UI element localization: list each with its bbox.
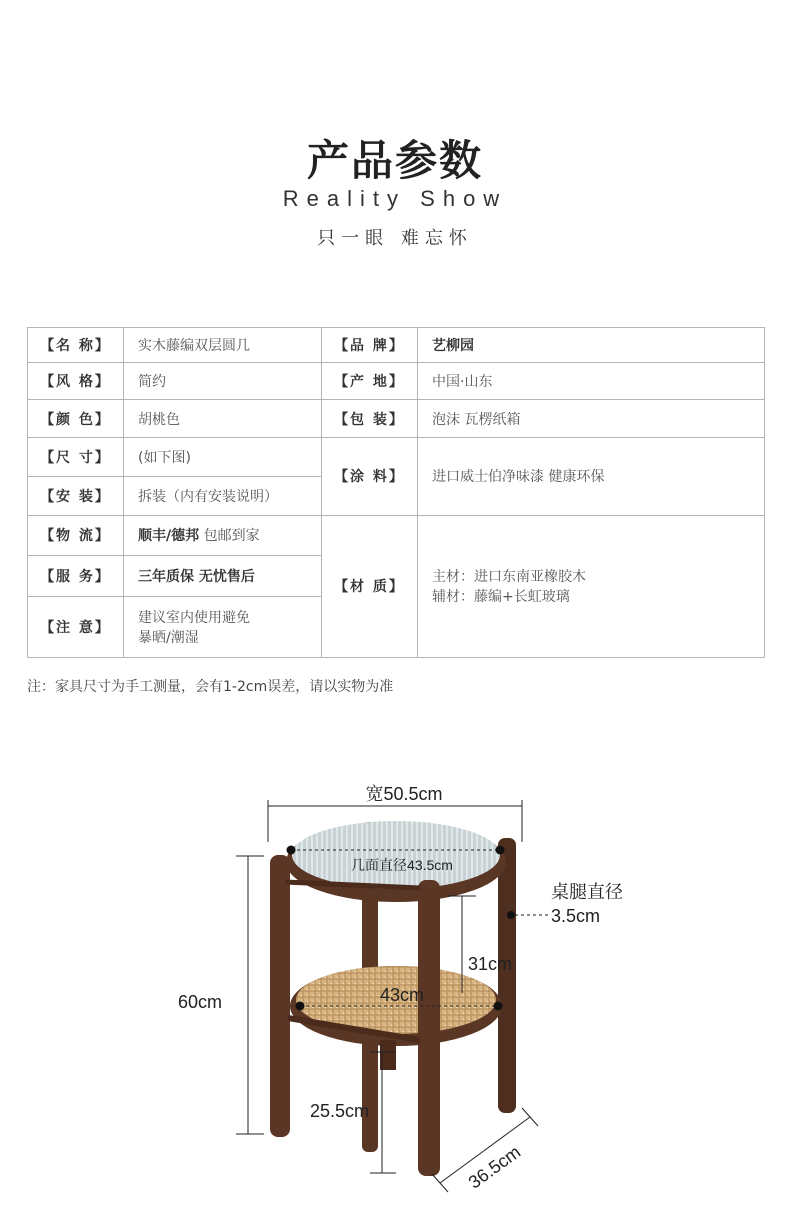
brand-label: 【品 牌】 <box>322 328 418 363</box>
leg-diameter-label: 桌腿直径 <box>551 882 623 902</box>
front-leg-center <box>418 880 440 1176</box>
service-value: 三年质保 无忧售后 <box>124 555 322 596</box>
notice-value <box>124 596 322 657</box>
brand-value: 艺柳园 <box>418 328 765 363</box>
spec-row <box>28 328 765 363</box>
logistics-rest: 包邮到家 <box>199 528 260 545</box>
coating-label: 【涂 料】 <box>322 438 418 515</box>
material-main: 主材：进口东南亚橡胶木 <box>432 569 586 586</box>
name-label: 【名 称】 <box>28 328 124 363</box>
page-subtitle: Reality Show <box>282 186 508 211</box>
front-leg-left <box>270 855 290 1137</box>
shelf-gap-label: 31cm <box>468 954 513 974</box>
package-value: 泡沫 瓦楞纸箱 <box>418 400 765 438</box>
logistics-carrier: 顺丰/德邦 <box>138 528 200 545</box>
notice-line2: 暴晒/潮湿 <box>138 629 199 646</box>
notice-line1: 建议室内使用避免 <box>138 609 250 626</box>
install-value: 拆装（内有安装说明） <box>124 477 322 515</box>
package-label: 【包 装】 <box>322 400 418 438</box>
material-aux: 辅材：藤编+长虹玻璃 <box>432 589 570 606</box>
table-dimension-diagram <box>0 760 790 1229</box>
spec-table <box>27 327 765 658</box>
size-label: 【尺 寸】 <box>28 438 124 477</box>
spec-row <box>28 515 765 555</box>
back-leg-right <box>498 838 516 1113</box>
service-label: 【服 务】 <box>28 555 124 596</box>
logistics-label: 【物 流】 <box>28 515 124 555</box>
spec-row <box>28 400 765 438</box>
notice-label: 【注 意】 <box>28 596 124 657</box>
color-label: 【颜 色】 <box>28 400 124 438</box>
measurement-note: 注：家具尺寸为手工测量，会有1-2cm误差，请以实物为准 <box>27 679 394 695</box>
page-title: 产品参数 <box>306 136 483 185</box>
material-label: 【材 质】 <box>322 515 418 657</box>
style-value: 简约 <box>124 363 322 400</box>
install-label: 【安 装】 <box>28 477 124 515</box>
tabletop-glass <box>292 821 500 889</box>
width-label: 宽50.5cm <box>365 784 443 804</box>
style-label: 【风 格】 <box>28 363 124 400</box>
spec-row <box>28 363 765 400</box>
height-label: 60cm <box>178 992 223 1012</box>
color-value: 胡桃色 <box>124 400 322 438</box>
coating-value: 进口威士伯净味漆 健康环保 <box>418 438 765 515</box>
spec-row <box>28 438 765 477</box>
size-value: (如下图) <box>124 438 322 477</box>
page-tagline: 只一眼 难忘怀 <box>317 228 473 249</box>
top-diameter-label: 几面直径43.5cm <box>351 857 453 873</box>
logistics-value <box>124 515 322 555</box>
origin-value: 中国·山东 <box>418 363 765 400</box>
shelf-diameter-label: 43cm <box>379 985 425 1005</box>
name-value: 实木藤编双层圆几 <box>124 328 322 363</box>
material-value <box>418 515 765 657</box>
shelf-height-label: 25.5cm <box>310 1101 370 1121</box>
depth-label: 36.5cm <box>464 1141 525 1193</box>
leg-diameter-value: 3.5cm <box>551 906 601 926</box>
origin-label: 【产 地】 <box>322 363 418 400</box>
